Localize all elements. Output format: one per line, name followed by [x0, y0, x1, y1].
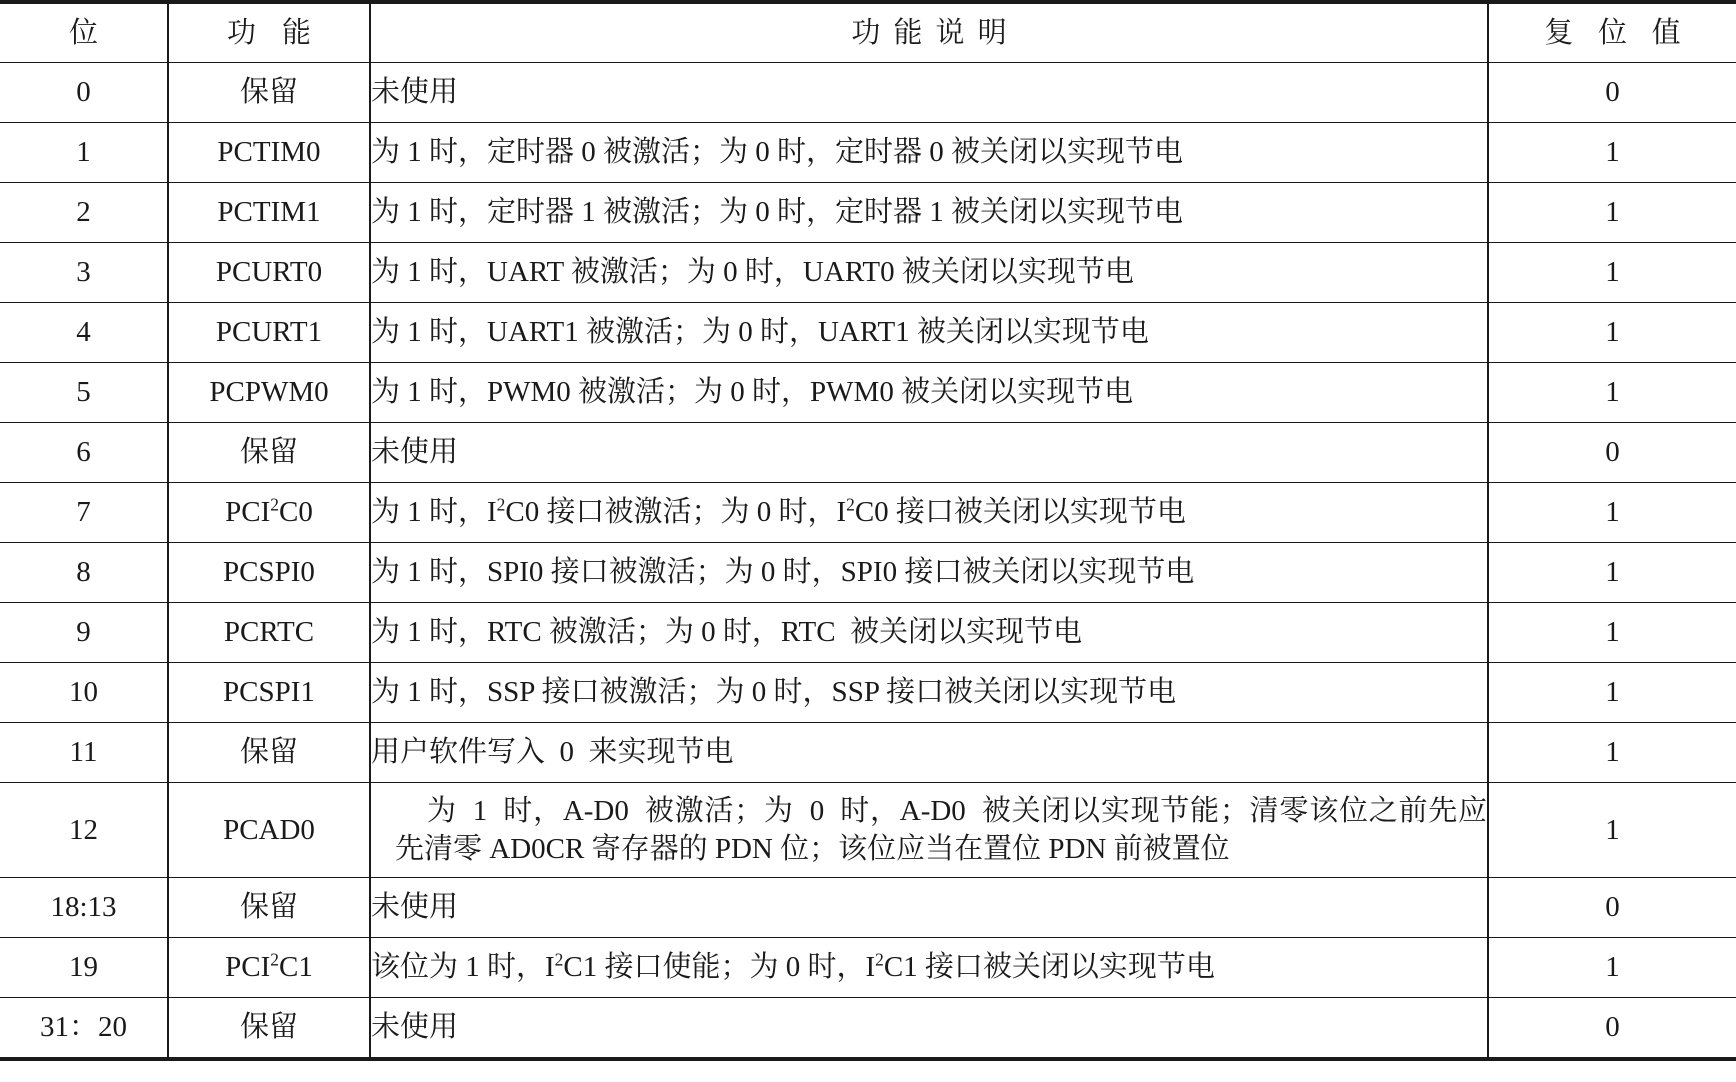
bit-cell: 18:13 — [0, 878, 168, 938]
reset-value-cell: 1 — [1488, 483, 1736, 543]
function-cell: PCTIM0 — [168, 123, 370, 183]
header-function: 功能 — [168, 2, 370, 63]
description-cell: 为 1 时，RTC 被激活；为 0 时，RTC 被关闭以实现节电 — [370, 603, 1488, 663]
table-row — [0, 663, 1736, 723]
superscript: 2 — [270, 494, 279, 515]
table-row — [0, 543, 1736, 603]
function-cell: PCI$^2$C0 — [168, 483, 370, 543]
superscript: 2 — [875, 949, 884, 970]
header-reset-value: 复位值 — [1488, 2, 1736, 63]
table-row — [0, 938, 1736, 998]
function-cell: PCURT0 — [168, 243, 370, 303]
function-cell: PCI$^2$C1 — [168, 938, 370, 998]
bit-cell: 6 — [0, 423, 168, 483]
table-row — [0, 878, 1736, 938]
function-cell: PCURT1 — [168, 303, 370, 363]
table-row — [0, 63, 1736, 123]
reset-value-cell: 0 — [1488, 63, 1736, 123]
reset-value-cell: 1 — [1488, 603, 1736, 663]
description-cell: 为 1 时，定时器 0 被激活；为 0 时，定时器 0 被关闭以实现节电 — [370, 123, 1488, 183]
bit-cell: 10 — [0, 663, 168, 723]
bit-cell: 1 — [0, 123, 168, 183]
reset-value-cell: 1 — [1488, 723, 1736, 783]
reset-value-cell: 1 — [1488, 243, 1736, 303]
description-cell: 为 1 时，UART 被激活；为 0 时，UART0 被关闭以实现节电 — [370, 243, 1488, 303]
description-cell: 未使用 — [370, 998, 1488, 1060]
reset-value-cell: 0 — [1488, 878, 1736, 938]
description-cell: 为 1 时，$I^2C0$ 接口被激活；为 0 时，$I^2C0$ 接口被关闭以实现节电 — [370, 483, 1488, 543]
superscript: 2 — [496, 494, 506, 515]
reset-value-cell: 1 — [1488, 663, 1736, 723]
description-cell: 未使用 — [370, 63, 1488, 123]
bit-cell: 2 — [0, 183, 168, 243]
description-cell: 为 1 时，UART1 被激活；为 0 时，UART1 被关闭以实现节电 — [370, 303, 1488, 363]
function-cell: PCAD0 — [168, 783, 370, 878]
description-cell: 未使用 — [370, 878, 1488, 938]
reset-value-cell: 0 — [1488, 998, 1736, 1060]
description-cell: 为 1 时，SPI0 接口被激活；为 0 时，SPI0 接口被关闭以实现节电 — [370, 543, 1488, 603]
superscript: 2 — [846, 494, 855, 515]
function-cell: 保留 — [168, 423, 370, 483]
function-cell: 保留 — [168, 63, 370, 123]
function-cell: PCRTC — [168, 603, 370, 663]
description-cell: 为 1 时，PWM0 被激活；为 0 时，PWM0 被关闭以实现节电 — [370, 363, 1488, 423]
reset-value-cell: 1 — [1488, 303, 1736, 363]
table-row — [0, 723, 1736, 783]
description-cell: 为 1 时，SSP 接口被激活；为 0 时，SSP 接口被关闭以实现节电 — [370, 663, 1488, 723]
function-cell: PCPWM0 — [168, 363, 370, 423]
description-cell: 为 1 时，A-D0 被激活；为 0 时，A-D0 被关闭以实现节能；清零该位之前先应先清零 AD0CR 寄存器的 PDN 位；该位应当在置位 PDN 前被置位 — [370, 783, 1488, 878]
bit-cell: 31：20 — [0, 998, 168, 1060]
reset-value-cell: 1 — [1488, 183, 1736, 243]
table-row — [0, 998, 1736, 1060]
table-row — [0, 303, 1736, 363]
reset-value-cell: 0 — [1488, 423, 1736, 483]
bit-cell: 7 — [0, 483, 168, 543]
description-cell: 该位为 1 时，$I^2C1$ 接口使能；为 0 时，$I^2C1$ 接口被关闭以实现节电 — [370, 938, 1488, 998]
description-cell: 用户软件写入 0 来实现节电 — [370, 723, 1488, 783]
superscript: 2 — [554, 949, 564, 970]
bit-cell: 5 — [0, 363, 168, 423]
bit-cell: 12 — [0, 783, 168, 878]
table-row — [0, 483, 1736, 543]
table-row — [0, 363, 1736, 423]
header-description: 功能说明 — [370, 2, 1488, 63]
bit-cell: 19 — [0, 938, 168, 998]
reset-value-cell: 1 — [1488, 363, 1736, 423]
reset-value-cell: 1 — [1488, 783, 1736, 878]
description-cell: 为 1 时，定时器 1 被激活；为 0 时，定时器 1 被关闭以实现节电 — [370, 183, 1488, 243]
function-cell: PCSPI0 — [168, 543, 370, 603]
table-row — [0, 783, 1736, 878]
table-row — [0, 123, 1736, 183]
description-cell: 未使用 — [370, 423, 1488, 483]
superscript: 2 — [270, 949, 279, 970]
function-cell: 保留 — [168, 723, 370, 783]
table-row — [0, 183, 1736, 243]
reset-value-cell: 1 — [1488, 543, 1736, 603]
bit-cell: 11 — [0, 723, 168, 783]
function-cell: PCTIM1 — [168, 183, 370, 243]
table-row — [0, 243, 1736, 303]
bit-cell: 0 — [0, 63, 168, 123]
bit-cell: 3 — [0, 243, 168, 303]
bit-cell: 4 — [0, 303, 168, 363]
table-header-row — [0, 2, 1736, 63]
bit-cell: 9 — [0, 603, 168, 663]
function-cell: PCSPI1 — [168, 663, 370, 723]
bit-cell: 8 — [0, 543, 168, 603]
table-row — [0, 603, 1736, 663]
reset-value-cell: 1 — [1488, 123, 1736, 183]
reset-value-cell: 1 — [1488, 938, 1736, 998]
table-row — [0, 423, 1736, 483]
function-cell: 保留 — [168, 998, 370, 1060]
function-cell: 保留 — [168, 878, 370, 938]
header-bit: 位 — [0, 2, 168, 63]
